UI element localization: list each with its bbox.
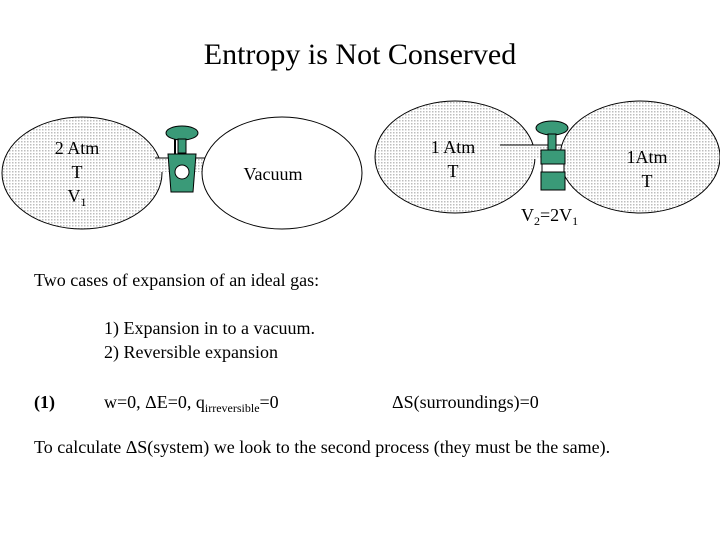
right-right-flask-temp: T — [641, 171, 653, 191]
eq-suffix: =0 — [259, 392, 279, 412]
case-1-equation — [104, 392, 279, 413]
conclusion-text: To calculate ΔS(system) we look to the second process (they must be the same). — [34, 437, 611, 457]
right-left-flask-pressure: 1 Atm — [430, 137, 476, 157]
right-left-flask-temp: T — [447, 161, 459, 181]
volume-subscript: 1 — [80, 195, 87, 209]
vacuum-label: Vacuum — [243, 164, 303, 184]
case-1-marker: (1) — [34, 392, 55, 412]
intro-text: Two cases of expansion of an ideal gas: — [34, 270, 320, 290]
v-relation-mid: =2V — [540, 205, 573, 225]
eq-subscript: irreversible — [204, 401, 260, 415]
v2-symbol: V — [521, 205, 534, 225]
v1-subscript: 1 — [572, 214, 579, 228]
surroundings-entropy: ΔS(surroundings)=0 — [392, 392, 539, 412]
left-valve — [166, 126, 198, 192]
v2-subscript: 2 — [534, 214, 540, 228]
right-valve — [536, 121, 568, 190]
left-flask-volume — [42, 184, 112, 208]
right-right-flask-label — [612, 145, 682, 193]
volume-symbol: V — [67, 186, 81, 206]
case-2-text: 2) Reversible expansion — [104, 342, 278, 362]
right-right-flask-pressure: 1Atm — [626, 147, 668, 167]
eq-prefix: w=0, ΔE=0, q — [104, 392, 205, 412]
left-flask-temp: T — [71, 162, 83, 182]
case-1-text: 1) Expansion in to a vacuum. — [104, 318, 315, 338]
page-title: Entropy is Not Conserved — [203, 38, 517, 71]
left-flask-pressure: 2 Atm — [54, 138, 100, 158]
right-left-flask-label — [418, 135, 488, 183]
left-flask-label — [42, 136, 112, 208]
volume-relation — [521, 205, 578, 226]
